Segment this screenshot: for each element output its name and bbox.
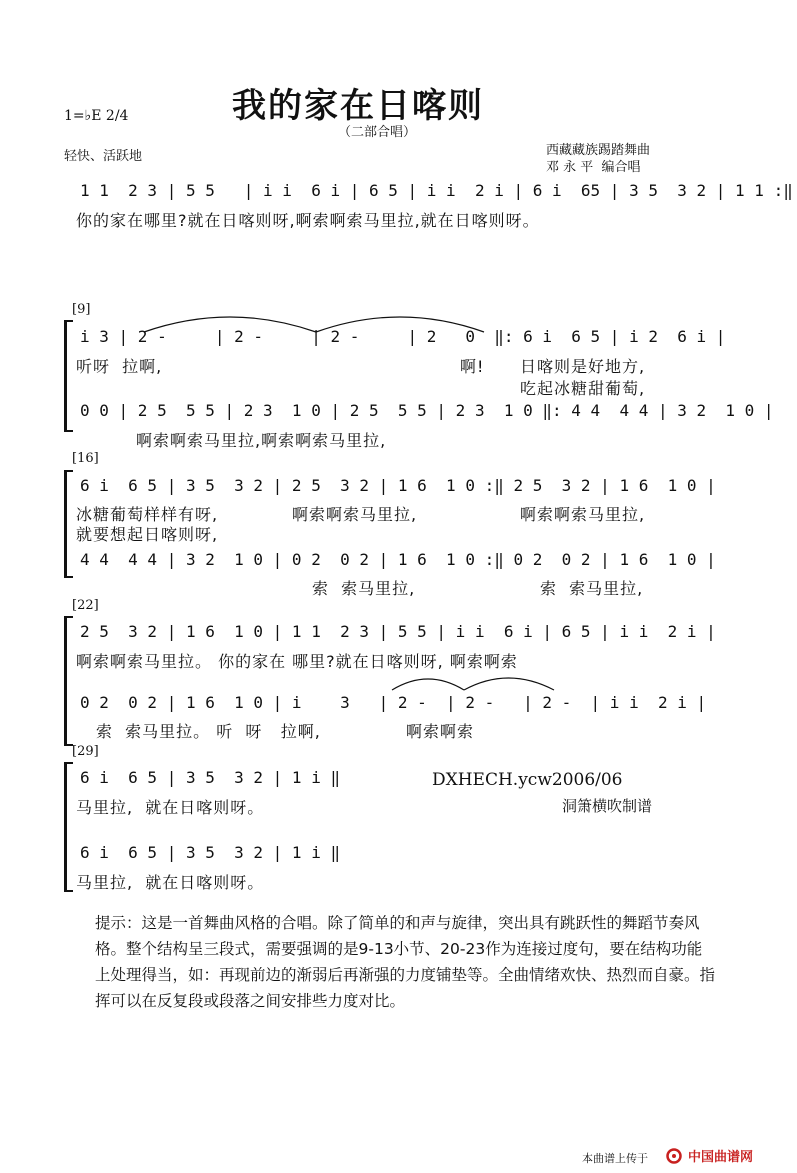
lyric-upper-a: 冰糖葡萄样样有呀, (76, 505, 219, 524)
lyric-upper: 啊索啊索马里拉。 你的家在 哪里?就在日喀则呀, 啊索啊索 (76, 652, 518, 671)
logo-icon (666, 1148, 684, 1164)
lyric-lower-a: 索 索马里拉, (312, 579, 416, 598)
system-bracket (64, 320, 73, 432)
page-subtitle: （二部合唱） (338, 125, 417, 140)
lyric-upper-c: 日喀则是好地方, (520, 357, 646, 376)
lyric-upper-b: 啊! (460, 357, 485, 376)
melody-upper: 2 5 3 2 | 1 6 1 0 | 1 1 2 3 | 5 5 | i i 6 i | 6 5 | i i 2 i | (80, 622, 716, 641)
measure-mark: [22] (72, 598, 99, 613)
source-label: 西藏藏族踢踏舞曲 (546, 143, 651, 158)
lyric-upper-c: 啊索啊索马里拉, (292, 505, 418, 524)
melody-upper: i 3 | 2 - | 2 - | 2 - | 2 0 ‖: 6 i 6 5 | i 2 6 i | (80, 327, 726, 346)
site-logo (666, 1146, 753, 1165)
lyric-lower: 啊索啊索马里拉,啊索啊索马里拉, (136, 431, 387, 450)
key-signature: 1=♭E 2/4 (64, 108, 129, 124)
melody-lower: 0 0 | 2 5 5 5 | 2 3 1 0 | 2 5 5 5 | 2 3 1 0 ‖: 4 4 4 4 | 3 2 1 0 | (80, 401, 774, 420)
transcriber-credit: DXHECH.ycw2006/06 (432, 770, 623, 790)
melody-lower: 6 i 6 5 | 3 5 3 2 | 1 i ‖ (80, 843, 341, 862)
logo-text: 中国曲谱网 (688, 1150, 754, 1165)
tempo-marking: 轻快、活跃地 (64, 149, 143, 164)
melody-upper: 6 i 6 5 | 3 5 3 2 | 2 5 3 2 | 1 6 1 0 :‖ 2 5 3 2 | 1 6 1 0 | (80, 476, 716, 495)
lyric-line: 你的家在哪里?就在日喀则呀,啊索啊索马里拉,就在日喀则呀。 (76, 211, 540, 230)
lyric-lower: 索 索马里拉。 听 呀 拉啊, 啊索啊索 (96, 722, 474, 741)
system-bracket (64, 616, 73, 746)
lyric-upper-d: 吃起冰糖甜葡萄, (520, 379, 646, 398)
melody-lower: 4 4 4 4 | 3 2 1 0 | 0 2 0 2 | 1 6 1 0 :‖ 0 2 0 2 | 1 6 1 0 | (80, 550, 716, 569)
lyric-lower-b: 索 索马里拉, (540, 579, 644, 598)
measure-mark: [9] (72, 302, 91, 317)
system-bracket (64, 762, 73, 892)
performance-note: 提示：这是一首舞曲风格的合唱。除了简单的和声与旋律，突出具有跳跃性的舞蹈节奏风格。整个结构呈三段式，需要强调的是9-13小节、20-23作为连接过度句，要在结构功能上处理得当，如：再现前边的渐弱后再渐强的力度铺垫等。全曲情绪欢快、热烈而自豪。指挥可以在反复段或段落之间安排些力度对比。 (95, 914, 716, 1010)
melody-upper: 6 i 6 5 | 3 5 3 2 | 1 i ‖ (80, 768, 341, 787)
melody-line: 1 1 2 3 | 5 5 | i i 6 i | 6 5 | i i 2 i | 6 i 65 | 3 5 3 2 | 1 1 :‖ (80, 181, 793, 200)
page-title: 我的家在日喀则 (232, 86, 484, 126)
lyric-upper: 马里拉, 就在日喀则呀。 (76, 798, 265, 817)
melody-lower: 0 2 0 2 | 1 6 1 0 | i 3 | 2 - | 2 - | 2 - | i i 2 i | (80, 693, 707, 712)
lyric-lower: 马里拉, 就在日喀则呀。 (76, 873, 265, 892)
system-bracket (64, 470, 73, 578)
measure-mark: [29] (72, 744, 99, 759)
footer-text: 本曲谱上传于 (582, 1152, 648, 1165)
measure-mark: [16] (72, 451, 99, 466)
lyric-upper-a: 听呀 拉啊, (76, 357, 163, 376)
lyric-upper-b: 就要想起日喀则呀, (76, 525, 219, 544)
lyric-upper-d: 啊索啊索马里拉, (520, 505, 646, 524)
transcriber-name: 洞箫横吹制谱 (562, 797, 653, 815)
arranger-label: 邓 永 平 编合唱 (546, 160, 641, 175)
